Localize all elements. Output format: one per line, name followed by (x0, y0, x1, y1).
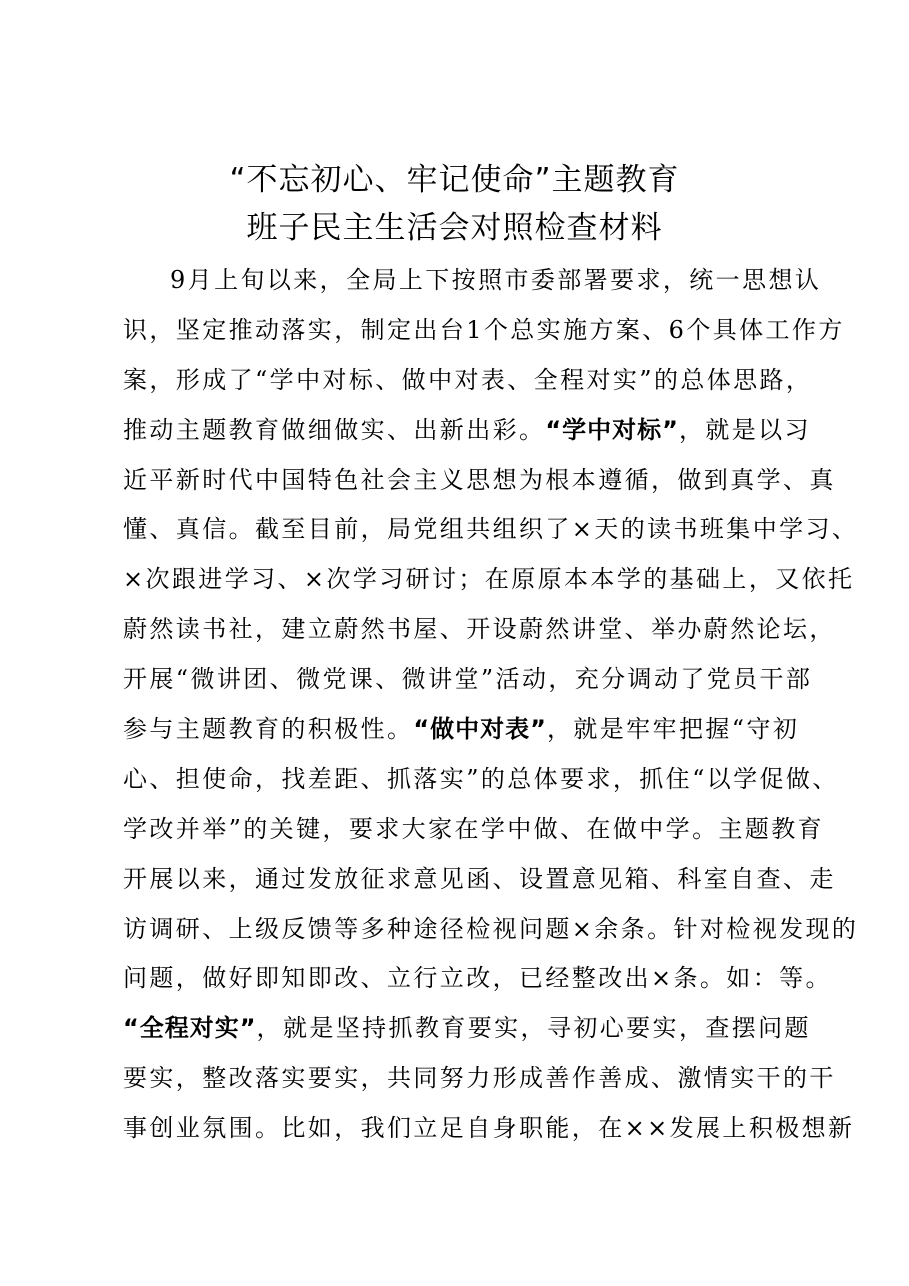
paragraph-line-7: ×次跟进学习、×次学习研讨；在原原本本学的基础上，又依托 (123, 565, 855, 593)
paragraph-line-1: 9月上旬以来，全局上下按照市委部署要求，统一思想认 (170, 266, 822, 294)
paragraph-line-18: 事创业氛围。比如，我们立足自身职能，在××发展上积极想新 (123, 1114, 855, 1142)
paragraph-line-4 (123, 414, 811, 446)
line-10-text: 参与主题教育的积极性。 (123, 715, 414, 743)
paragraph-line-10 (123, 713, 799, 745)
line-10-tail: ，就是牢牢把握“守初 (546, 715, 800, 743)
bold-heading-practice: “做中对表” (413, 715, 547, 743)
bold-heading-study: “学中对标” (545, 416, 679, 444)
paragraph-line-9: 开展“微讲团、微党课、微讲堂”活动，充分调动了党员干部 (123, 665, 813, 693)
line-4-text: 推动主题教育做细做实、出新出彩。 (123, 416, 546, 444)
paragraph-line-11: 心、担使命，找差距、抓落实”的总体要求，抓住“以学促做、 (123, 765, 839, 793)
paragraph-line-16 (123, 1012, 811, 1044)
paragraph-line-12: 学改并举”的关键，要求大家在学中做、在做中学。主题教育 (123, 815, 825, 843)
line-4-tail: ，就是以习 (678, 416, 811, 444)
paragraph-line-15: 问题，做好即知即改、立行立改，已经整改出×条。如：等。 (123, 964, 832, 992)
paragraph-line-14: 访调研、上级反馈等多种途径检视问题×余条。针对检视发现的 (123, 915, 859, 943)
bold-heading-whole-process: “全程对实” (123, 1014, 257, 1042)
document-title-line-2: 班子民主生活会对照检查材料 (246, 210, 663, 246)
document-title-line-1: “不忘初心、牢记使命”主题教育 (229, 162, 680, 198)
paragraph-line-8: 蔚然读书社，建立蔚然书屋、开设蔚然讲堂、举办蔚然论坛， (123, 615, 836, 643)
line-16-tail: ，就是坚持抓教育要实，寻初心要实，查摆问题 (256, 1014, 811, 1042)
paragraph-line-2: 识，坚定推动落实，制定出台1个总实施方案、6个具体工作方 (123, 316, 845, 344)
paragraph-line-13: 开展以来，通过发放征求意见函、设置意见箱、科室自查、走 (123, 865, 836, 893)
paragraph-line-17: 要实，整改落实要实，共同努力形成善作善成、激情实干的干 (123, 1064, 836, 1092)
paragraph-line-6: 懂、真信。截至目前，局党组共组织了×天的读书班集中学习、 (123, 515, 859, 543)
paragraph-line-3: 案，形成了“学中对标、做中对表、全程对实”的总体思路， (123, 366, 813, 394)
paragraph-line-5: 近平新时代中国特色社会主义思想为根本遵循，做到真学、真 (123, 466, 836, 494)
